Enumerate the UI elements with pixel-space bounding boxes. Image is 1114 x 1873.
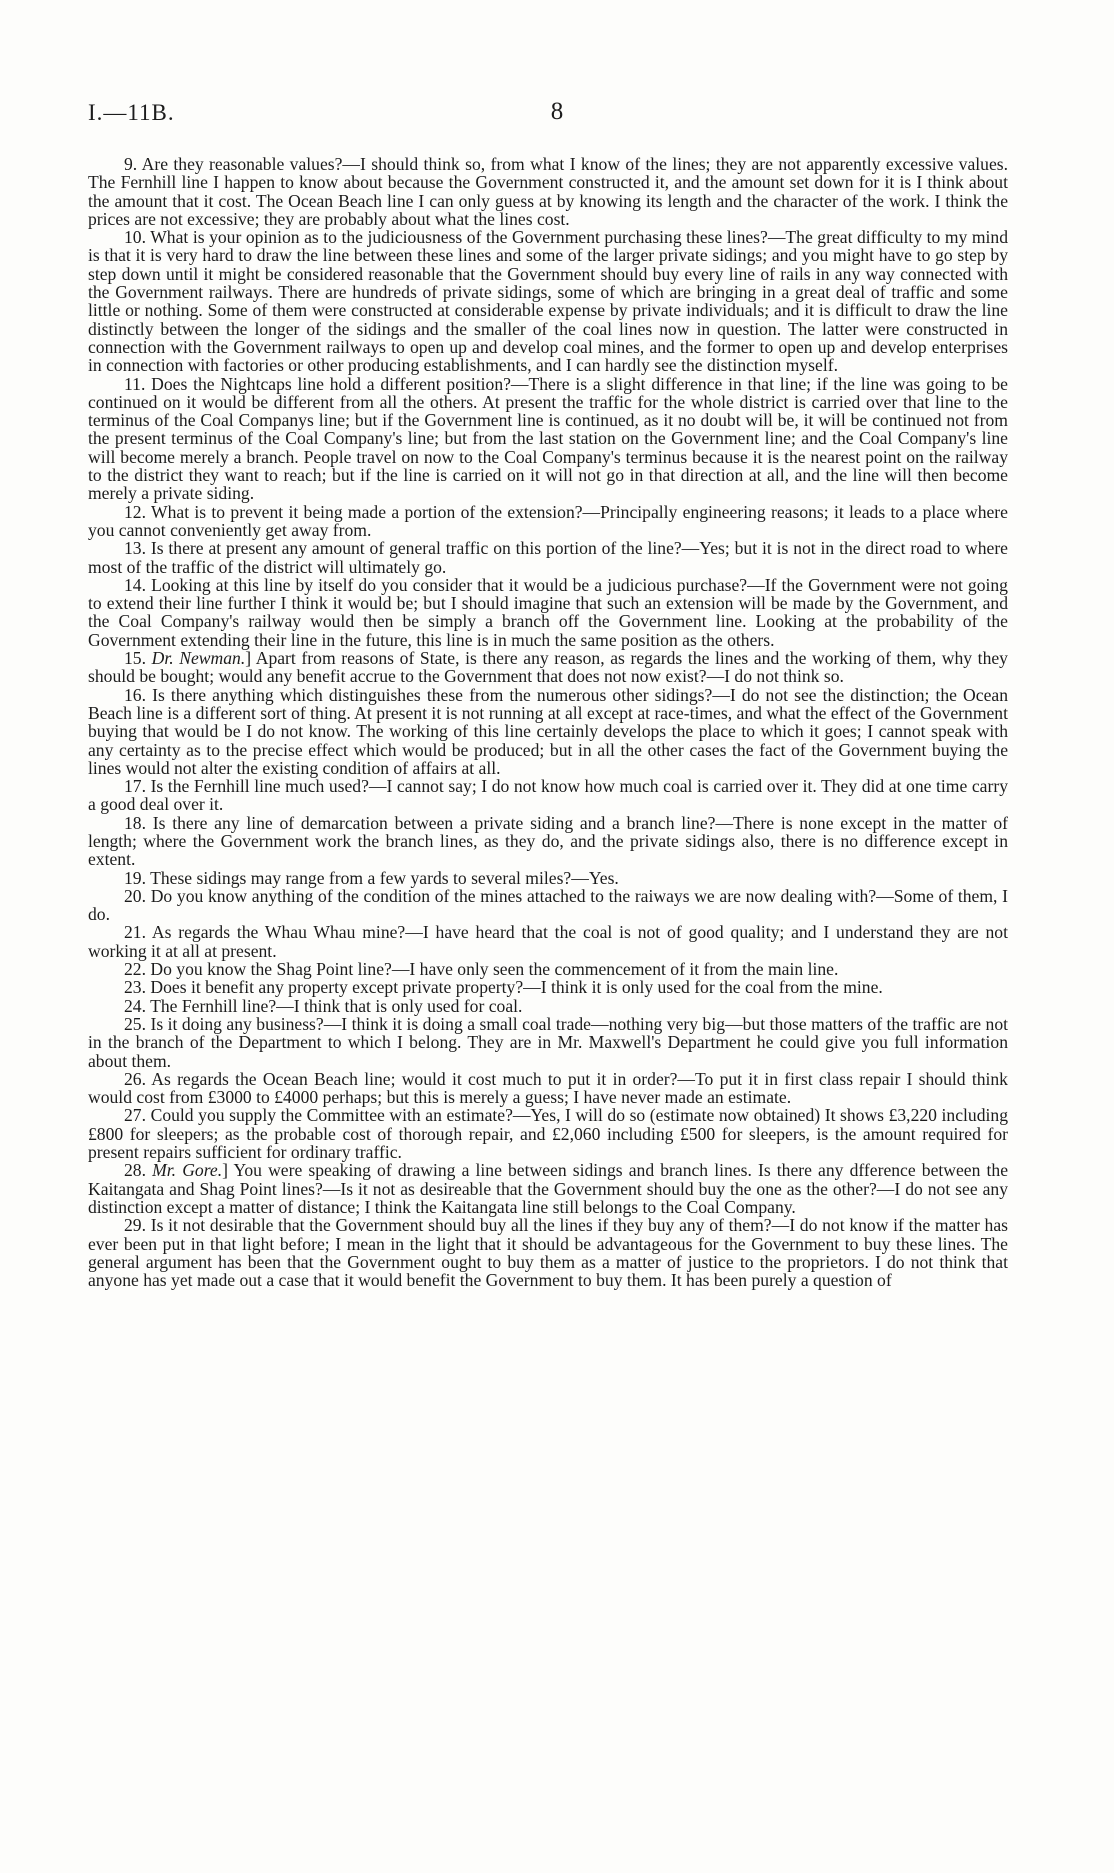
paragraph-number: 27. <box>124 1105 146 1126</box>
speaker-bracket: ] <box>222 1160 228 1181</box>
paragraph-number: 18. <box>124 812 146 833</box>
evidence-paragraph <box>88 978 1008 996</box>
paragraph-number: 29. <box>124 1215 146 1236</box>
paragraph-number: 12. <box>124 501 146 522</box>
evidence-paragraph <box>88 1070 1008 1107</box>
paragraph-number: 11. <box>124 373 146 394</box>
evidence-paragraph <box>88 887 1008 924</box>
evidence-paragraph <box>88 997 1008 1015</box>
paragraph-text: What is your opinion as to the judiciousness of the Government purchasing these lines?—The great difficulty to my mind is that it is very hard to draw the line between these lines and some of the larger private sidings; and you might have to go step by step down until it might be considered reasonable that the Government should buy every line of rails in any way connected with the Government railways. There are hundreds of private sidings, some of which are bringing in a great deal of traffic and some little or nothing. Some of them were constructed at considerable expense by private individuals; and it is difficult to draw the line distinctly between the longer of the sidings and the smaller of the coal lines now in question. The latter were constructed in connection with the Government railways to open up and develop coal mines, and the former to open up and develop enterprises in connection with factories or other producing establishments, and I can hardly see the distinction myself. <box>88 227 1008 376</box>
evidence-paragraph <box>88 1161 1008 1216</box>
evidence-paragraph <box>88 1216 1008 1289</box>
evidence-paragraph <box>88 960 1008 978</box>
speaker-bracket: ] <box>245 648 252 669</box>
running-head <box>88 100 1026 140</box>
evidence-paragraph <box>88 576 1008 649</box>
paragraph-number: 13. <box>124 538 146 559</box>
speaker-name: Dr. Newman. <box>151 648 246 669</box>
paragraph-text: Is there at present any amount of general traffic on this portion of the line?—Yes; but it is not in the direct road to where most of the traffic of the district will ultimately go. <box>88 538 1008 577</box>
document-reference: I.—11B. <box>88 100 175 125</box>
paragraph-number: 20. <box>124 885 146 906</box>
speaker-name: Mr. Gore. <box>152 1160 223 1181</box>
paragraph-number: 25. <box>124 1013 146 1034</box>
evidence-paragraph <box>88 503 1008 540</box>
paragraph-text: What is to prevent it being made a portion of the extension?—Principally engineering reasons; it leads to a place where you cannot conveniently get away from. <box>88 501 1008 540</box>
evidence-paragraph <box>88 923 1008 960</box>
evidence-paragraph <box>88 1106 1008 1161</box>
paragraph-text: Looking at this line by itself do you consider that it would be a judicious purchase?—If the Government were not going to extend their line further I think it would be; but I should imagine that such an extension will be made by the Government, and the Coal Company's railway would then be simply a branch off the Government line. Looking at the probability of the Government extending their line in the future, this line is in much the same position as the others. <box>88 574 1008 650</box>
evidence-paragraph <box>88 777 1008 814</box>
paragraph-text: Is there anything which distinguishes these from the numerous other sidings?—I do not see the distinction; the Ocean Beach line is a different sort of thing. At present it is not running at all except at race-times, and what the effect of the Government buying that would be I do not know. The working of this line certainly develops the place to which it goes; I cannot speak with any certainty as to the precise effect which would be produced; but in all the other cases the fact of the Government buying the lines would not alter the existing condition of affairs at all. <box>88 684 1008 778</box>
evidence-paragraph <box>88 155 1008 228</box>
paragraph-text: As regards the Ocean Beach line; would it cost much to put it in order?—To put it in first class repair I should think would cost from £3000 to £4000 perhaps; but this is merely a guess; I have never made an estimate. <box>88 1068 1008 1108</box>
paragraph-number: 19. <box>124 867 146 888</box>
evidence-paragraph <box>88 228 1008 374</box>
paragraph-text: Is it doing any business?—I think it is doing a small coal trade—nothing very big—but those matters of the traffic are not in the branch of the Department to which I belong. They are in Mr. Maxwell's Department he could give you full information about them. <box>88 1013 1008 1071</box>
paragraph-number: 21. <box>124 922 146 943</box>
paragraph-number: 17. <box>124 776 146 797</box>
paragraph-text: Is it not desirable that the Government should buy all the lines if they buy any of them?—I do not know if the matter has ever been put in that light before; I mean in the light that it should be advantageous for the Government to buy these lines. The general argument has been that the Government ought to buy them as a matter of justice to the proprietors. I do not think that anyone has yet made out a case that it would benefit the Government to buy them. It has been purely a question of <box>88 1215 1008 1291</box>
paragraph-number: 26. <box>124 1068 146 1089</box>
paragraph-number: 22. <box>124 959 146 980</box>
page-number: 8 <box>550 98 564 125</box>
paragraph-number: 28. <box>124 1160 146 1181</box>
paragraph-text: As regards the Whau Whau mine?—I have heard that the coal is not of good quality; and I understand they are not working it at all at present. <box>88 922 1008 961</box>
paragraph-text: The Fernhill line?—I think that is only used for coal. <box>150 995 523 1016</box>
paragraph-number: 23. <box>124 977 146 998</box>
paragraph-text: Could you supply the Committee with an estimate?—Yes, I will do so (estimate now obtained) It shows £3,220 including £800 for sleepers; as the probable cost of thorough repair, and £2,060 including £500 for sleepers, is the amount required for present repairs sufficient for ordinary traffic. <box>88 1105 1008 1163</box>
paragraph-number: 10. <box>124 227 146 248</box>
paragraph-number: 16. <box>124 684 146 705</box>
evidence-paragraph <box>88 686 1008 777</box>
paragraph-number: 14. <box>124 574 146 595</box>
paragraph-number: 24. <box>124 995 146 1016</box>
paragraph-text: You were speaking of drawing a line between sidings and branch lines. Is there any dfference between the Kaitangata and Shag Point lines?—Is it not as desireable that the Government should buy the one as the other?—I do not see any distinction except a matter of distance; I think the Kaitangata line still belongs to the Coal Company. <box>88 1160 1009 1217</box>
evidence-paragraph <box>88 539 1008 576</box>
evidence-paragraph <box>88 1015 1008 1070</box>
evidence-body <box>88 155 1008 1289</box>
paragraph-text: These sidings may range from a few yards to several miles?—Yes. <box>150 867 619 888</box>
paragraph-text: Does it benefit any property except private property?—I think it is only used for the coal from the mine. <box>150 977 883 998</box>
paragraph-text: Are they reasonable values?—I should think so, from what I know of the lines; they are not apparently excessive values. The Fernhill line I happen to know about because the Government constructed it, and the amount set down for it is I think about the amount that it cost. The Ocean Beach line I can only guess at by knowing its length and the character of the work. I think the prices are not excessive; they are probably about what the lines cost. <box>88 154 1008 229</box>
paragraph-number: 15. <box>124 648 146 669</box>
paragraph-text: Is there any line of demarcation between a private siding and a branch line?—There is none except in the matter of length; where the Government work the branch lines, as they do, and the private sidings also, there is no difference except in extent. <box>88 812 1008 870</box>
paragraph-text: Do you know anything of the condition of the mines attached to the raiways we are now dealing with?—Some of them, I do. <box>88 885 1008 925</box>
evidence-paragraph <box>88 649 1008 686</box>
paragraph-text: Apart from reasons of State, is there any reason, as regards the lines and the working of them, why they should be bought; would any benefit accrue to the Government that does not now exist?—I do not think so. <box>88 648 1008 687</box>
paragraph-number: 9. <box>124 154 138 174</box>
paragraph-text: Is the Fernhill line much used?—I cannot say; I do not know how much coal is carried over it. They did at one time carry a good deal over it. <box>88 776 1008 815</box>
paragraph-text: Do you know the Shag Point line?—I have only seen the commencement of it from the main line. <box>150 959 839 980</box>
evidence-paragraph <box>88 375 1008 503</box>
evidence-paragraph <box>88 814 1008 869</box>
evidence-paragraph <box>88 869 1008 887</box>
paragraph-text: Does the Nightcaps line hold a different position?—There is a slight difference in that line; if the line was going to be continued on it would be different from all the others. At present the traffic for the whole district is carried over that line to the terminus of the Coal Companys line; but if the Government line is continued, as it no doubt will be, it will be continued not from the present terminus of the Coal Company's line; but from the last station on the Government line; and the Coal Company's line will become merely a branch. People travel on now to the Coal Company's terminus because it is the nearest point on the railway to the district they want to reach; but if the line is carried on it will not go in that direction at all, and the line will then become merely a private siding. <box>88 373 1008 504</box>
